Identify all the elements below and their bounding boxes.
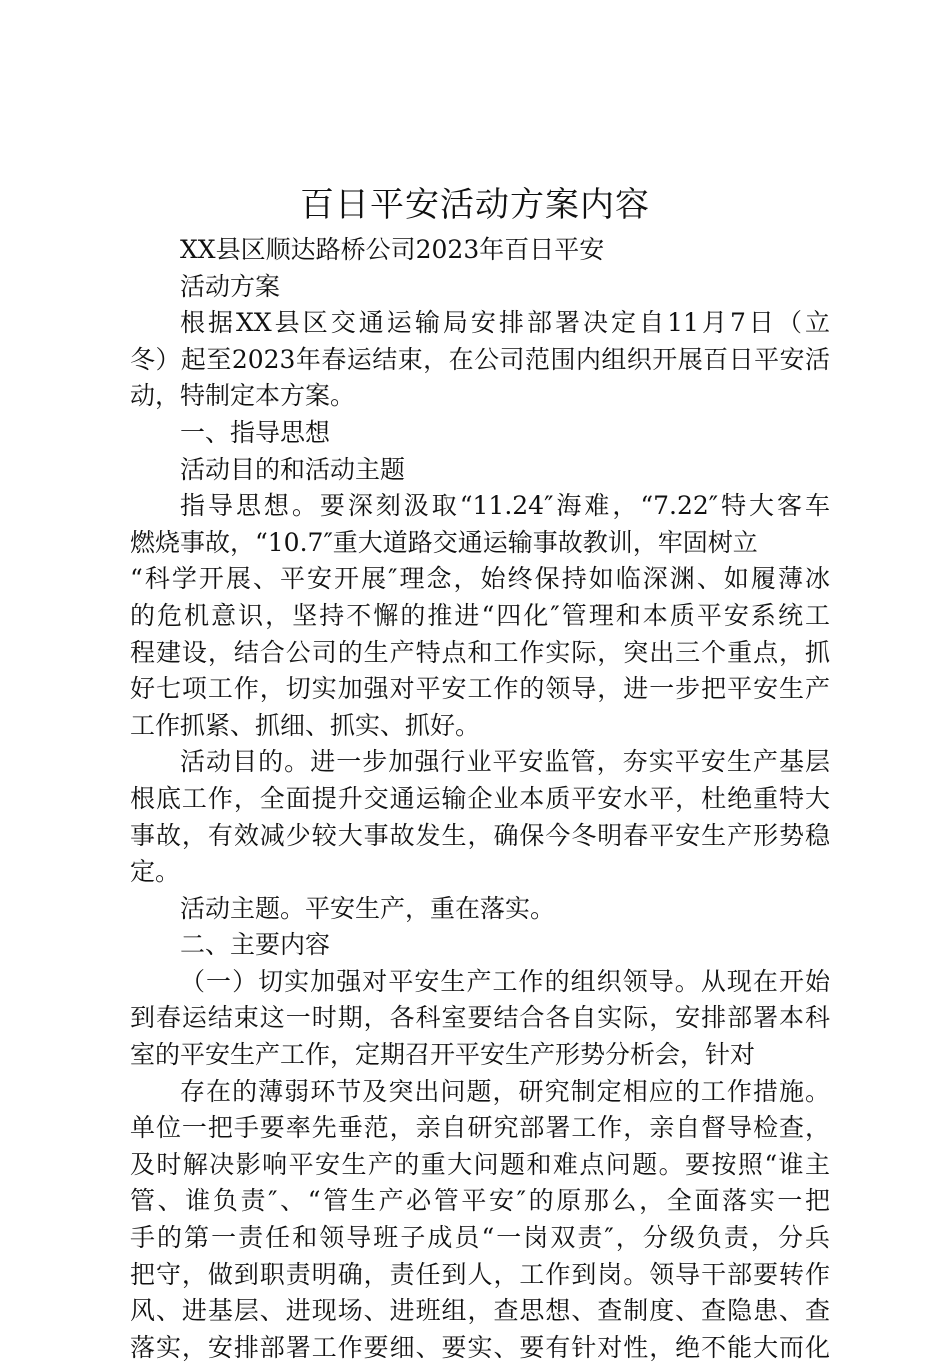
text-line: 单位一把手要率先垂范，亲自研究部署工作，亲自督导检查，: [130, 1113, 830, 1143]
text-line: 室的平安生产工作，定期召开平安生产形势分析会，针对: [130, 1040, 756, 1070]
text-line: “科学开展、平安开展″理念，始终保持如临深渊、如履薄冰: [130, 564, 830, 594]
text-line: 手的第一责任和领导班子成员“一岗双责″，分级负责，分兵: [130, 1223, 830, 1253]
text-line: 燃烧事故，“10.7″重大道路交通运输事故教训，牢固树立: [130, 527, 758, 557]
text-line: XX县区顺达路桥公司2023年百日平安: [180, 235, 605, 264]
document-title: 百日平安活动方案内容: [300, 185, 650, 225]
text-line: 根据XX县区交通运输局安排部署决定自11月7日（立: [180, 308, 830, 338]
text-line: 冬）起至2023年春运结束，在公司范围内组织开展百日平安活: [130, 344, 830, 374]
text-line: 落实，安排部署工作要细、要实、要有针对性，绝不能大而化: [130, 1332, 830, 1362]
text-line: 及时解决影响平安生产的重大问题和难点问题。要按照“谁主: [130, 1149, 830, 1179]
text-line: 指导思想。要深刻汲取“11.24″海难，“7.22″特大客车: [180, 491, 830, 521]
text-line: （一）切实加强对平安生产工作的组织领导。从现在开始: [180, 966, 830, 996]
text-line: 活动主题。平安生产，重在落实。: [180, 893, 556, 923]
text-line: 活动方案: [180, 271, 281, 301]
document-body: [130, 232, 830, 1366]
text-line: 定。: [130, 857, 181, 887]
text-line: 好七项工作，切实加强对平安工作的领导，进一步把平安生产: [130, 674, 830, 704]
text-line: 动，特制定本方案。: [130, 381, 356, 411]
text-line: 管、谁负责″、“管生产必管平安″的原那么，全面落实一把: [130, 1186, 830, 1216]
text-line: 一、指导思想: [180, 417, 331, 447]
text-line: 风、进基层、进现场、进班组，查思想、查制度、查隐患、查: [130, 1296, 830, 1326]
text-line: 到春运结束这一时期，各科室要结合各自实际，安排部署本科: [130, 1003, 830, 1033]
text-line: 活动目的。进一步加强行业平安监管，夯实平安生产基层: [180, 747, 830, 777]
text-line: 把守，做到职责明确，责任到人，工作到岗。领导干部要转作: [130, 1259, 830, 1289]
text-line: 的危机意识，坚持不懈的推进“四化″管理和本质平安系统工: [130, 600, 830, 630]
text-line: 工作抓紧、抓细、抓实、抓好。: [130, 710, 481, 740]
text-line: 二、主要内容: [180, 930, 331, 960]
text-line: 事故，有效减少较大事故发生，确保今冬明春平安生产形势稳: [130, 820, 830, 850]
text-line: 程建设，结合公司的生产特点和工作实际，突出三个重点，抓: [130, 637, 830, 667]
text-line: 根底工作，全面提升交通运输企业本质平安水平，杜绝重特大: [130, 783, 830, 813]
text-line: 活动目的和活动主题: [180, 454, 406, 484]
text-line: 存在的薄弱环节及突出问题，研究制定相应的工作措施。: [180, 1076, 830, 1106]
